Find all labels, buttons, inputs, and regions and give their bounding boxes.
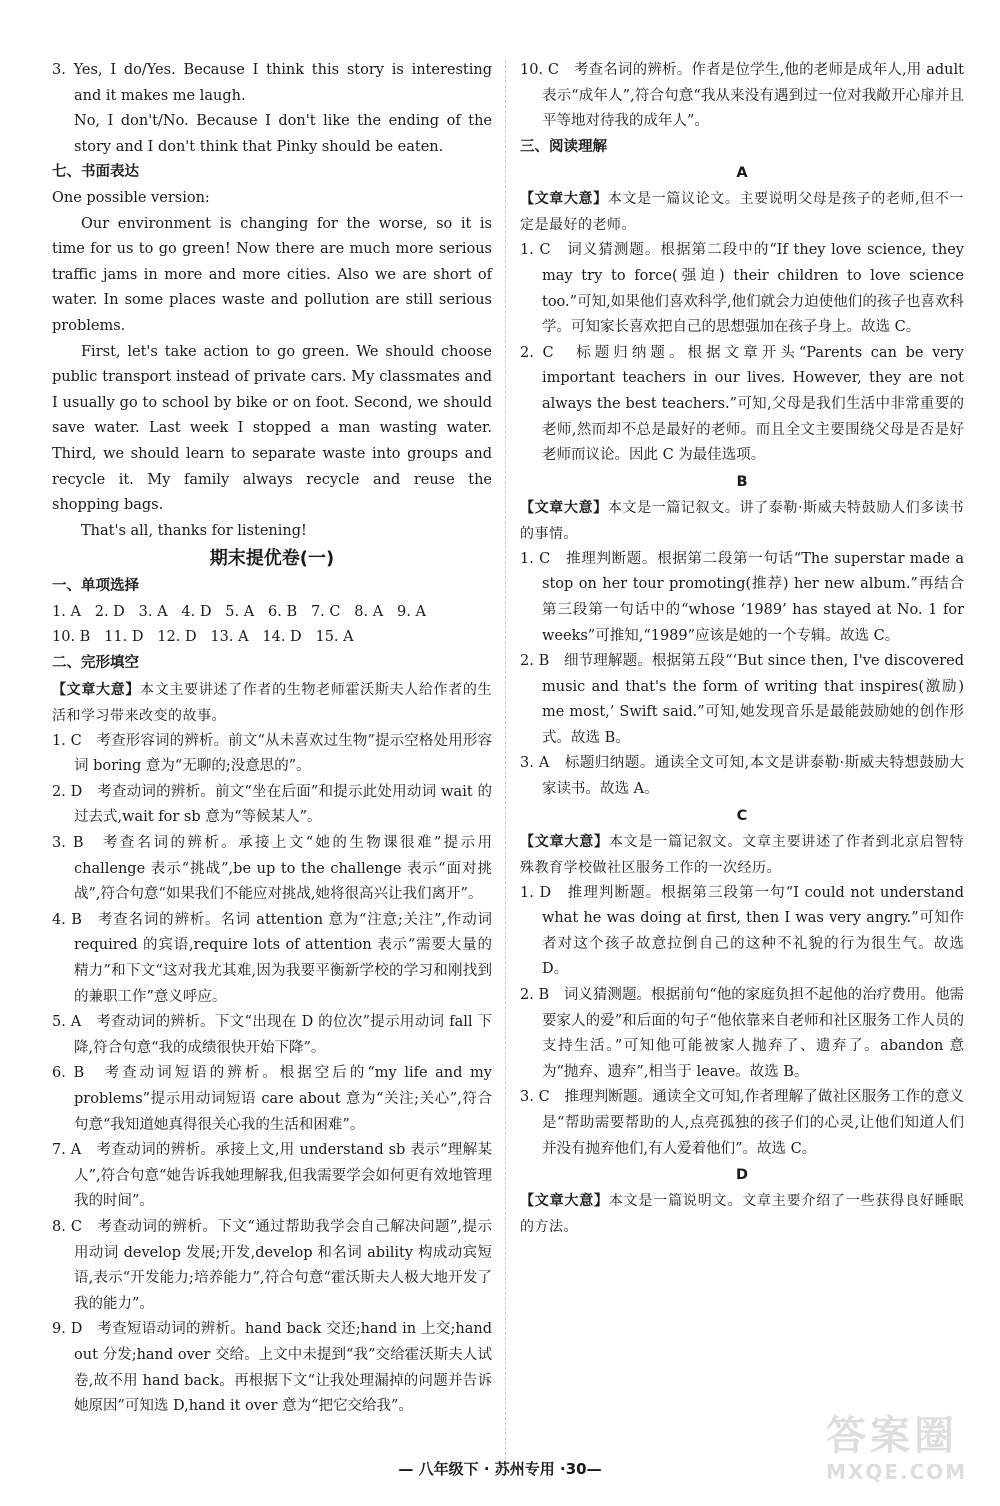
reading-answer: 2. C 标题归纳题。根据文章开头“Parents can be very important teachers in our lives. However, they are not always the best teachers.”可知,父母是我们生活中非常重要的老师,然而却不总是最好的老师。而且全文主要围绕父母是否是好老师而议论。因此 C 为最佳选项。 xyxy=(520,344,964,464)
essay-paragraph-3: That's all, thanks for listening! xyxy=(81,522,307,539)
summary-text: 本文是一篇记叙文。讲了泰勒·斯威夫特鼓励人们多读书的事情。 xyxy=(520,499,964,542)
summary-tag: 【文章大意】 xyxy=(520,1193,609,1210)
reading-answer: 1. D 推理判断题。根据第三段第一句“I could not understand what he was doing at first, then I was very angry.”可知作者对这个孩子故意拉倒自己的这种不礼貌的行为很生气。故选 D。 xyxy=(520,884,964,978)
passage-letter-a: A xyxy=(736,165,748,182)
watermark-url: MXQE.COM xyxy=(826,1460,968,1484)
reading-answer: 3. C 推理判断题。通读全文可知,作者理解了做社区服务工作的意义是“帮助需要帮助的人,点亮孤独的孩子们的心灵,让他们知道人们并没有抛弃他们,有人爱着他们”。故选 C。 xyxy=(520,1089,964,1157)
cloze-answer: 3. B 考查名词的辨析。承接上文“她的生物课很难”提示用 challenge 表示“挑战”,be up to the challenge 表示“面对挑战”,符合句意“如果我们不能应对挑战,她将很高兴让我们离开”。 xyxy=(52,835,492,903)
essay-paragraph-2: First, let's take action to go green. We should choose public transport instead of private cars. My classmates and I usually go to school by bike or on foot. Second, we should save water. Last week I stopped a man wasting water. Third, we should learn to separate waste into groups and recycle it. My family always recycle and reuse the shopping bags. xyxy=(52,343,492,514)
cloze-answer: 9. D 考查短语动词的辨析。hand back 交还;hand in 上交;hand out 分发;hand over 交给。上文中未提到“我”交给霍沃斯夫人试卷,故不用 hand back。再根据下文“让我处理漏掉的问题并告诉她原因”可知选 D,hand it over 意为“把它交给我”。 xyxy=(52,1321,492,1415)
cloze-answer-10: 10. C 考查名词的辨析。作者是位学生,他的老师是成年人,用 adult 表示“成年人”,符合句意“我从来没有遇到过一位对我敞开心扉并且平等地对待我的成年人”。 xyxy=(520,62,964,130)
cloze-heading: 二、完形填空 xyxy=(52,655,139,672)
passage-letter-c: C xyxy=(736,807,748,824)
essay-paragraph-1: Our environment is changing for the worse, so it is time for us to go green! Now there are much more serious traffic jams in more and more cities. Also we are short of water. In some places waste and pollution are still serious problems. xyxy=(52,215,492,334)
answer-3-no: No, I don't/No. Because I don't like the ending of the story and I don't think that Pinky should be eaten. xyxy=(74,113,492,155)
reading-heading: 三、阅读理解 xyxy=(520,138,607,155)
column-divider xyxy=(505,60,506,1460)
summary-text: 本文是一篇记叙文。文章主要讲述了作者到北京启智特殊教育学校做社区服务工作的一次经历。 xyxy=(520,833,965,876)
exam-title: 期末提优卷(一) xyxy=(209,548,335,570)
summary-text: 本文是一篇议论文。主要说明父母是孩子的老师,但不一定是最好的老师。 xyxy=(520,191,964,234)
left-column xyxy=(52,58,492,1420)
mc-heading: 一、单项选择 xyxy=(52,578,139,595)
reading-answer: 1. C 推理判断题。根据第二段第一句话“The superstar made a stop on her tour promoting(推荐) her new album.”再结合第三段第一句话中的“whose ‘1989’ has stayed at No. 1 for weeks”可推知,“1989”应该是她的一个专辑。故选 C。 xyxy=(520,550,964,644)
summary-tag: 【文章大意】 xyxy=(520,191,608,208)
watermark-text: 答案圈 xyxy=(826,1413,958,1459)
summary-text: 本文主要讲述了作者的生物老师霍沃斯夫人给作者的生活和学习带来改变的故事。 xyxy=(52,681,493,724)
cloze-answer: 7. A 考查动词的辨析。承接上文,用 understand sb 表示“理解某人”,符合句意“她告诉我她理解我,但我需要学会如何更有效地管理我的时间”。 xyxy=(52,1142,492,1210)
passage-letter-d: D xyxy=(735,1167,749,1184)
cloze-answer: 8. C 考查动词的辨析。下文“通过帮助我学会自己解决问题”,提示用动词 develop 发展;开发,develop 和名词 ability 构成动宾短语,表示“开发能力;培养能力”,符合句意“霍沃斯夫人极大地开发了我的能力”。 xyxy=(52,1218,492,1312)
writing-intro: One possible version: xyxy=(52,189,210,206)
summary-tag: 【文章大意】 xyxy=(520,833,609,850)
passage-a-summary xyxy=(520,186,964,238)
cloze-answer: 1. C 考查形容词的辨析。前文“从未喜欢过生物”提示空格处用形容词 boring 意为“无聊的;没意思的”。 xyxy=(52,732,492,775)
cloze-answer: 2. D 考查动词的辨析。前文“坐在后面”和提示此处用动词 wait 的过去式,wait for sb 意为“等候某人”。 xyxy=(52,783,492,826)
passage-c-summary xyxy=(520,829,964,881)
right-column xyxy=(520,58,964,1240)
summary-tag: 【文章大意】 xyxy=(520,499,608,516)
summary-tag: 【文章大意】 xyxy=(52,681,141,698)
cloze-answer: 5. A 考查动词的辨析。下文“出现在 D 的位次”提示用动词 fall 下降,符合句意“我的成绩很快开始下降”。 xyxy=(52,1014,492,1056)
watermark-logo xyxy=(826,1412,986,1496)
page-footer: — 八年级下 · 苏州专用 ·30— xyxy=(398,1460,602,1478)
passage-letter-b: B xyxy=(736,473,748,490)
reading-answer: 2. B 词义猜测题。根据前句“他的家庭负担不起他的治疗费用。他需要家人的爱”和后面的句子“他依靠来自老师和社区服务工作人员的支持生活。”可知他可能被家人抛弃了、遗弃了。abandon 意为“抛弃、遗弃”,相当于 leave。故选 B。 xyxy=(520,987,964,1080)
answer-3-yes: 3. Yes, I do/Yes. Because I think this story is interesting and it makes me laugh. xyxy=(52,62,492,104)
cloze-answer: 4. B 考查名词的辨析。名词 attention 意为“注意;关注”,作动词 required 的宾语,require lots of attention 表示“需要大量的精力”和下文“这对我尤其难,因为我要平衡新学校的学习和刚找到的兼职工作”意义呼应。 xyxy=(52,911,492,1005)
cloze-answer: 6. B 考查动词短语的辨析。根据空后的“my life and my problems”提示用动词短语 care about 意为“关注;关心”,符合句意“我知道她真得很关心我的生活和困难”。 xyxy=(52,1065,492,1133)
reading-answer: 3. A 标题归纳题。通读全文可知,本文是讲泰勒·斯威夫特想鼓励大家读书。故选 A。 xyxy=(520,755,964,798)
summary-text: 本文是一篇说明文。文章主要介绍了一些获得良好睡眠的方法。 xyxy=(520,1193,965,1236)
mc-answers-row-2: 10. B 11. D 12. D 13. A 14. D 15. A xyxy=(52,629,354,646)
passage-d-summary xyxy=(520,1188,964,1240)
reading-answer: 2. B 细节理解题。根据第五段“‘But since then, I've discovered music and that's the form of writing that inspires(激励) me most,’ Swift said.”可知,她发现音乐是最能鼓励她的创作形式。故选 B。 xyxy=(520,653,964,746)
passage-b-summary xyxy=(520,495,964,547)
writing-heading: 七、书面表达 xyxy=(52,164,139,181)
reading-answer: 1. C 词义猜测题。根据第二段中的“If they love science, they may try to force(强迫) their children to love science too.”可知,如果他们喜欢科学,他们就会力迫使他们的孩子也喜欢科学。可知家长喜欢把自己的思想强加在孩子身上。故选 C。 xyxy=(520,242,964,336)
mc-answers-row-1: 1. A 2. D 3. A 4. D 5. A 6. B 7. C 8. A 9. A xyxy=(52,603,426,620)
cloze-summary xyxy=(52,677,492,729)
